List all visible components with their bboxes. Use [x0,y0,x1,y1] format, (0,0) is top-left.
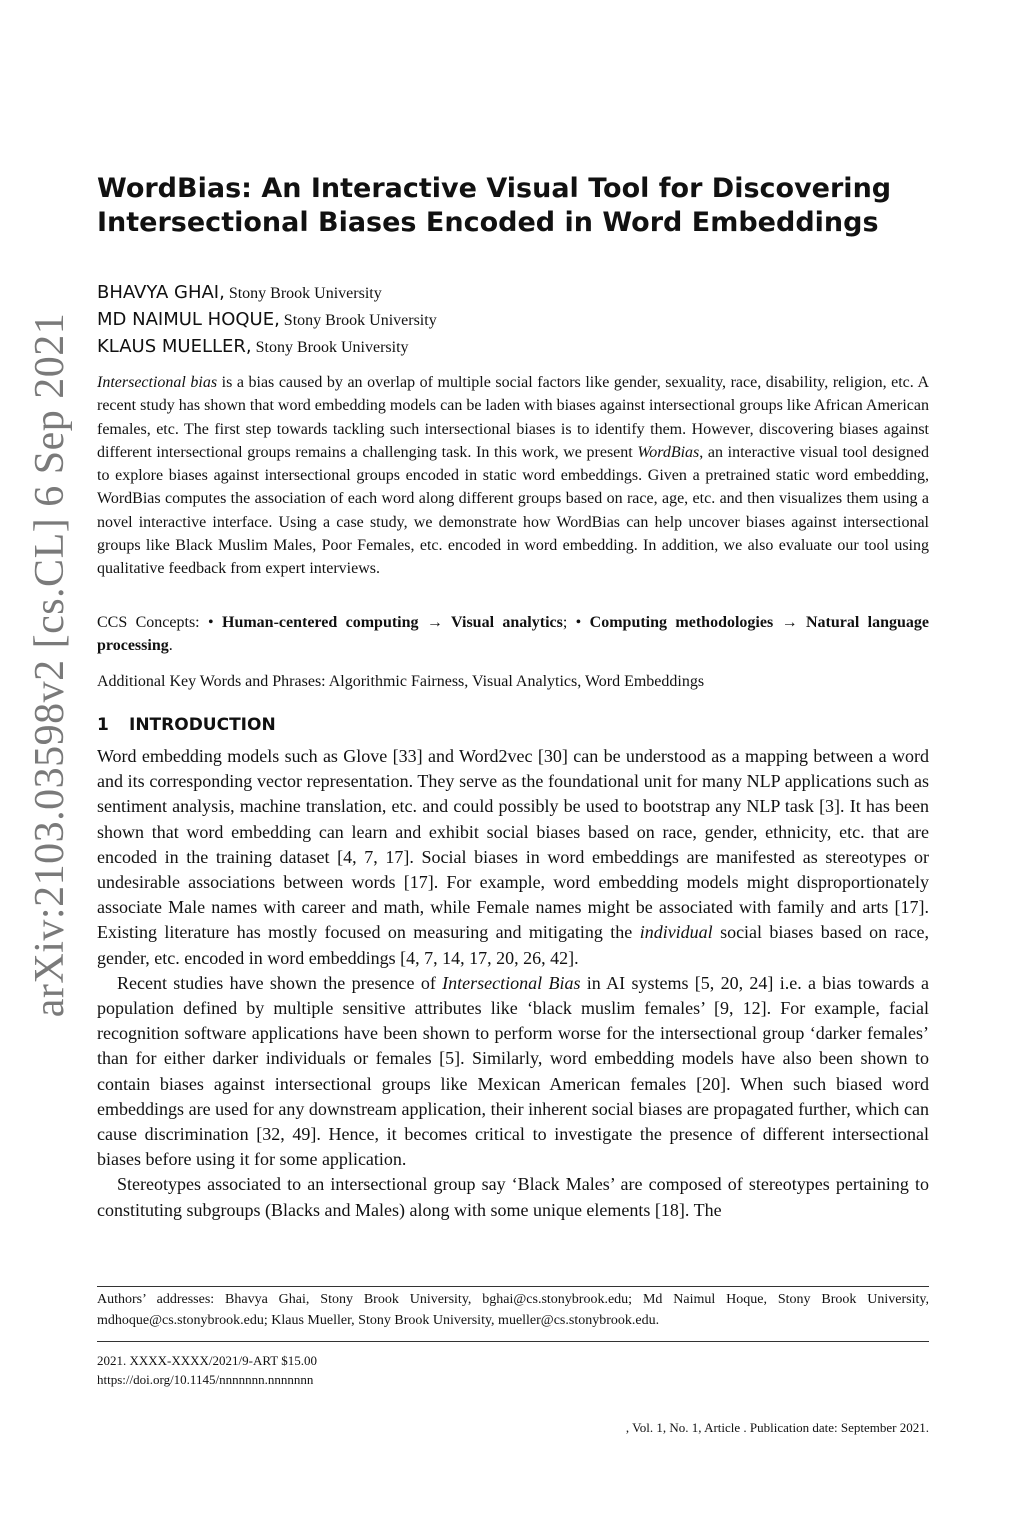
ccs-end: . [168,637,173,654]
abstract-tool-name: WordBias [637,443,700,461]
section-title: INTRODUCTION [129,715,276,735]
ccs-subconcept: Visual analytics [451,614,563,631]
copyright-divider [97,1341,929,1342]
author-entry [97,279,929,306]
author-name: BHAVYA GHAI, [97,282,225,303]
ccs-concept: Computing methodologies [589,614,774,631]
copyright-line: 2021. XXXX-XXXX/2021/9-ART $15.00 [97,1353,317,1368]
paragraph [97,744,929,971]
author-entry [97,306,929,333]
paragraph [97,971,929,1173]
arxiv-identifier: arXiv:2103.03598v2 [cs.CL] 6 Sep 2021 [27,312,73,1018]
abstract-text: is a bias caused by an overlap of multiple social factors like gender, sexuality, race, disability, religion, etc. A recent study has shown that word embedding models can be laden with biases against intersectional groups like African American females, etc. The first step towards tackling such intersectional biases is to identify them. However, discovering biases against different intersectional groups remains a challenging task. In this work, we present [97,374,929,461]
author-entry [97,333,929,360]
ccs-concept: Human-centered computing [222,614,419,631]
paragraph-text: Recent studies have shown the presence of [117,972,443,993]
footnote-divider [97,1286,929,1287]
section-number: 1 [97,715,109,735]
paragraph: Stereotypes associated to an intersectional group say ‘Black Males’ are composed of stereotypes pertaining to constituting subgroups (Blacks and Males) along with some unique elements [18]. The [97,1174,929,1220]
abstract-lead-term: Intersectional bias [97,374,218,391]
author-addresses-footnote: Authors’ addresses: Bhavya Ghai, Stony Brook University, bghai@cs.stonybrook.edu; Md Naimul Hoque, Stony Brook University, mdhoque@cs.stonybrook.edu; Klaus Mueller, Stony Brook University, mueller@cs.stonybrook.edu. [97,1292,929,1328]
abstract-text: , an interactive visual tool designed to explore biases against intersectional groups encoded in static word embeddings. Given a pretrained static word embedding, WordBias computes the association of each word along different groups based on race, age, etc. and then visualizes them using a novel interactive interface. Using a case study, we demonstrate how WordBias can help uncover biases against intersectional groups like Black Muslim Males, Poor Females, etc. encoded in word embedding. In addition, we also evaluate our tool using qualitative feedback from expert interviews. [97,443,929,578]
paper-title: WordBias: An Interactive Visual Tool for Discovering Intersectional Biases Encoded in Word Embeddings [97,173,892,238]
paragraph-emphasis: Intersectional Bias [442,972,581,993]
publication-info: , Vol. 1, No. 1, Article . Publication date: September 2021. [625,1420,929,1435]
doi-link[interactable]: https://doi.org/10.1145/nnnnnnn.nnnnnnn [97,1372,314,1387]
author-affiliation: Stony Brook University [228,285,382,302]
author-affiliation: Stony Brook University [283,312,437,329]
ccs-separator: ; • [562,614,590,631]
author-name: MD NAIMUL HOQUE, [97,309,280,330]
paragraph-text: social biases based on race, gender, etc. encoded in word embeddings [4, 7, 14, 17, 20, 26, 42]. [97,922,929,968]
section-heading [97,713,276,737]
arxiv-sidebar [20,300,80,1030]
ccs-concepts [97,611,929,657]
copyright-block [97,1351,929,1389]
author-affiliation: Stony Brook University [255,339,409,356]
author-list [97,279,929,360]
paragraph-text: Word embedding models such as Glove [33] and Word2vec [30] can be understood as a mapping between a word and its corresponding vector representation. They serve as the foundational unit for many NLP applications such as sentiment analysis, machine translation, etc. and could possibly be used to bootstrap any NLP task [3]. It has been shown that word embedding can learn and exhibit social biases based on race, gender, ethnicity, etc. that are encoded in the training dataset [4, 7, 17]. Social biases in word embeddings are manifested as stereotypes or undesirable associations between words [17]. For example, word embedding models might disproportionately associate Male names with career and math, while Female names might be associated with family and arts [17]. Existing literature has mostly focused on measuring and mitigating the [97,746,929,943]
keywords: Additional Key Words and Phrases: Algorithmic Fairness, Visual Analytics, Word Embeddings [97,673,705,690]
paragraph-emphasis: individual [639,922,713,943]
ccs-arrow: → [773,614,806,631]
ccs-arrow: → [418,614,452,631]
abstract [97,371,929,581]
ccs-label: CCS Concepts: • [97,614,222,631]
paragraph-text: in AI systems [5, 20, 24] i.e. a bias towards a population defined by multiple sensitive attributes like ‘black muslim females’ [9, 12]. For example, facial recognition software applications have been shown to perform worse for the intersectional group ‘darker females’ than for either darker individuals or females [5]. Similarly, word embedding models have also been shown to contain biases against intersectional groups like Mexican American females [20]. When such biased word embeddings are used for any downstream application, their inherent social biases are propagated further, which can cause discrimination [32, 49]. Hence, it becomes critical to investigate the presence of different intersectional biases before using it for some application. [97,972,929,1170]
ccs-subconcept: Natural language processing [97,614,930,654]
author-name: KLAUS MUELLER, [97,336,252,357]
body-text [97,744,929,1223]
